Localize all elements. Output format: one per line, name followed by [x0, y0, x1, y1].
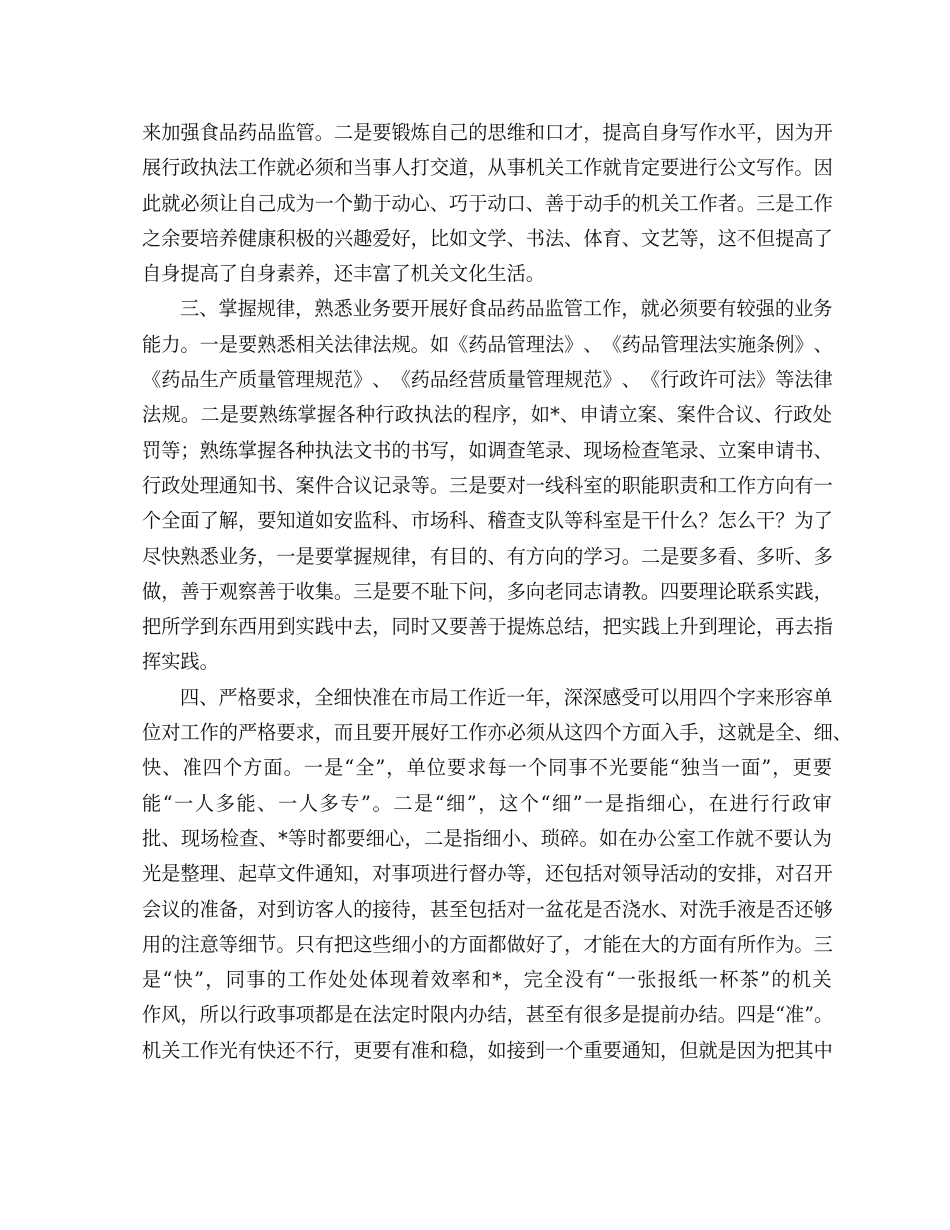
text-line: 自 身 提 高 了 自 身 素 养 ， 还 丰 富 了 机 关 文 化 生 活 。 [142, 262, 545, 286]
text-line: 光 是 整 理 、 起 草 文 件 通 知 ， 对 事 项 进 行 督 办 等 ， 还 包 括 对 领 导 活 动 的 安 排 ， 对 召 开 [142, 862, 833, 886]
text-line: 机 关 工 作 光 有 快 还 不 行 ， 更 要 有 准 和 稳 ， 如 接 到 一 个 重 要 通 知 ， 但 就 是 因 为 把 其 中 [142, 1038, 833, 1062]
text-line: 是 “ 快 ” ， 同 事 的 工 作 处 处 体 现 着 效 率 和 * ， 完 全 没 有 “ 一 张 报 纸 一 杯 茶 ” 的 机 关 [142, 968, 832, 992]
text-line: 能 力 。 一 是 要 熟 悉 相 关 法 律 法 规 。 如 《 药 品 管 理 法 》 、 《 药 品 管 理 法 实 施 条 例 》 、 [142, 332, 833, 356]
text-line: 法 规 。 二 是 要 熟 练 掌 握 各 种 行 政 执 法 的 程 序 ， 如 * 、 申 请 立 案 、 案 件 合 议 、 行 政 处 [142, 403, 832, 427]
text-line: 《 药 品 生 产 质 量 管 理 规 范 》 、 《 药 品 经 营 质 量 管 理 规 范 》 、 《 行 政 许 可 法 》 等 法 律 [142, 368, 833, 392]
text-line: 尽 快 熟 悉 业 务 ， 一 是 要 掌 握 规 律 ， 有 目 的 、 有 方 向 的 学 习 。 二 是 要 多 看 、 多 听 、 多 [142, 544, 833, 568]
text-line: 把 所 学 到 东 西 用 到 实 践 中 去 ， 同 时 又 要 善 于 提 炼 总 结 ， 把 实 践 上 升 到 理 论 ， 再 去 指 [142, 615, 833, 639]
text-line: 能 “ 一 人 多 能 、 一 人 多 专 ” 。 二 是 “ 细 ” ， 这 个 “ 细 ” 一 是 指 细 心 ， 在 进 行 行 政 审 [142, 791, 832, 815]
text-line: 来 加 强 食 品 药 品 监 管 。 二 是 要 锻 炼 自 己 的 思 维 和 口 才 ， 提 高 自 身 写 作 水 平 ， 因 为 开 [142, 121, 833, 144]
text-line: 此 就 必 须 让 自 己 成 为 一 个 勤 于 动 心 、 巧 于 动 口 、 善 于 动 手 的 机 关 工 作 者 。 三 是 工 作 [142, 191, 833, 215]
text-line: 展 行 政 执 法 工 作 就 必 须 和 当 事 人 打 交 道 ， 从 事 机 关 工 作 就 肯 定 要 进 行 公 文 写 作 。 因 [142, 156, 833, 180]
text-line: 三 、 掌 握 规 律 ， 熟 悉 业 务 要 开 展 好 食 品 药 品 监 管 工 作 ， 就 必 须 要 有 较 强 的 业 务 [142, 291, 832, 326]
text-line: 挥 实 践 。 [142, 650, 219, 674]
text-line: 行 政 处 理 通 知 书 、 案 件 合 议 记 录 等 。 三 是 要 对 一 线 科 室 的 职 能 职 责 和 工 作 方 向 有 一 [142, 473, 833, 497]
text-line: 罚 等 ； 熟 练 掌 握 各 种 执 法 文 书 的 书 写 ， 如 调 查 笔 录 、 现 场 检 查 笔 录 、 立 案 申 请 书 、 [142, 438, 833, 462]
document-body [142, 115, 852, 1068]
text-line: 用 的 注 意 等 细 节 。 只 有 把 这 些 细 小 的 方 面 都 做 好 了 ， 才 能 在 大 的 方 面 有 所 作 为 。 三 [142, 932, 833, 956]
text-line: 会 议 的 准 备 ， 对 到 访 客 人 的 接 待 ， 甚 至 包 括 对 一 盆 花 是 否 浇 水 、 对 洗 手 液 是 否 还 够 [142, 897, 833, 921]
text-line: 之 余 要 培 养 健 康 积 极 的 兴 趣 爱 好 ， 比 如 文 学 、 书 法 、 体 育 、 文 艺 等 ， 这 不 但 提 高 了 [142, 226, 833, 250]
text-line: 四 、 严 格 要 求 ， 全 细 快 准 在 市 局 工 作 近 一 年 ， 深 深 感 受 可 以 用 四 个 字 来 形 容 单 [142, 680, 832, 715]
text-line: 位 对 工 作 的 严 格 要 求 ， 而 且 要 开 展 好 工 作 亦 必 须 从 这 四 个 方 面 入 手 ， 这 就 是 全 、 细 、 [142, 721, 852, 745]
text-line: 做 ， 善 于 观 察 善 于 收 集 。 三 是 要 不 耻 下 问 ， 多 向 老 同 志 请 教 。 四 要 理 论 联 系 实 践 ， [142, 579, 833, 603]
paragraph-indent [142, 680, 180, 715]
text-line: 快 、 准 四 个 方 面 。 一 是 “ 全 ” ， 单 位 要 求 每 一 个 同 事 不 光 要 能 “ 独 当 一 面 ” ， 更 要 [142, 756, 832, 780]
text-line: 个 全 面 了 解 ， 要 知 道 如 安 监 科 、 市 场 科 、 稽 查 支 队 等 科 室 是 干 什 么 ？ 怎 么 干 ？ 为 了 [142, 509, 833, 533]
text-line: 作 风 ， 所 以 行 政 事 项 都 是 在 法 定 时 限 内 办 结 ， 甚 至 有 很 多 是 提 前 办 结 。 四 是 “ 准 ” 。 [142, 1003, 834, 1027]
text-line: 批 、 现 场 检 查 、 * 等 时 都 要 细 心 ， 二 是 指 细 小 、 琐 碎 。 如 在 办 公 室 工 作 就 不 要 认 为 [142, 826, 832, 850]
paragraph-indent [142, 291, 180, 326]
